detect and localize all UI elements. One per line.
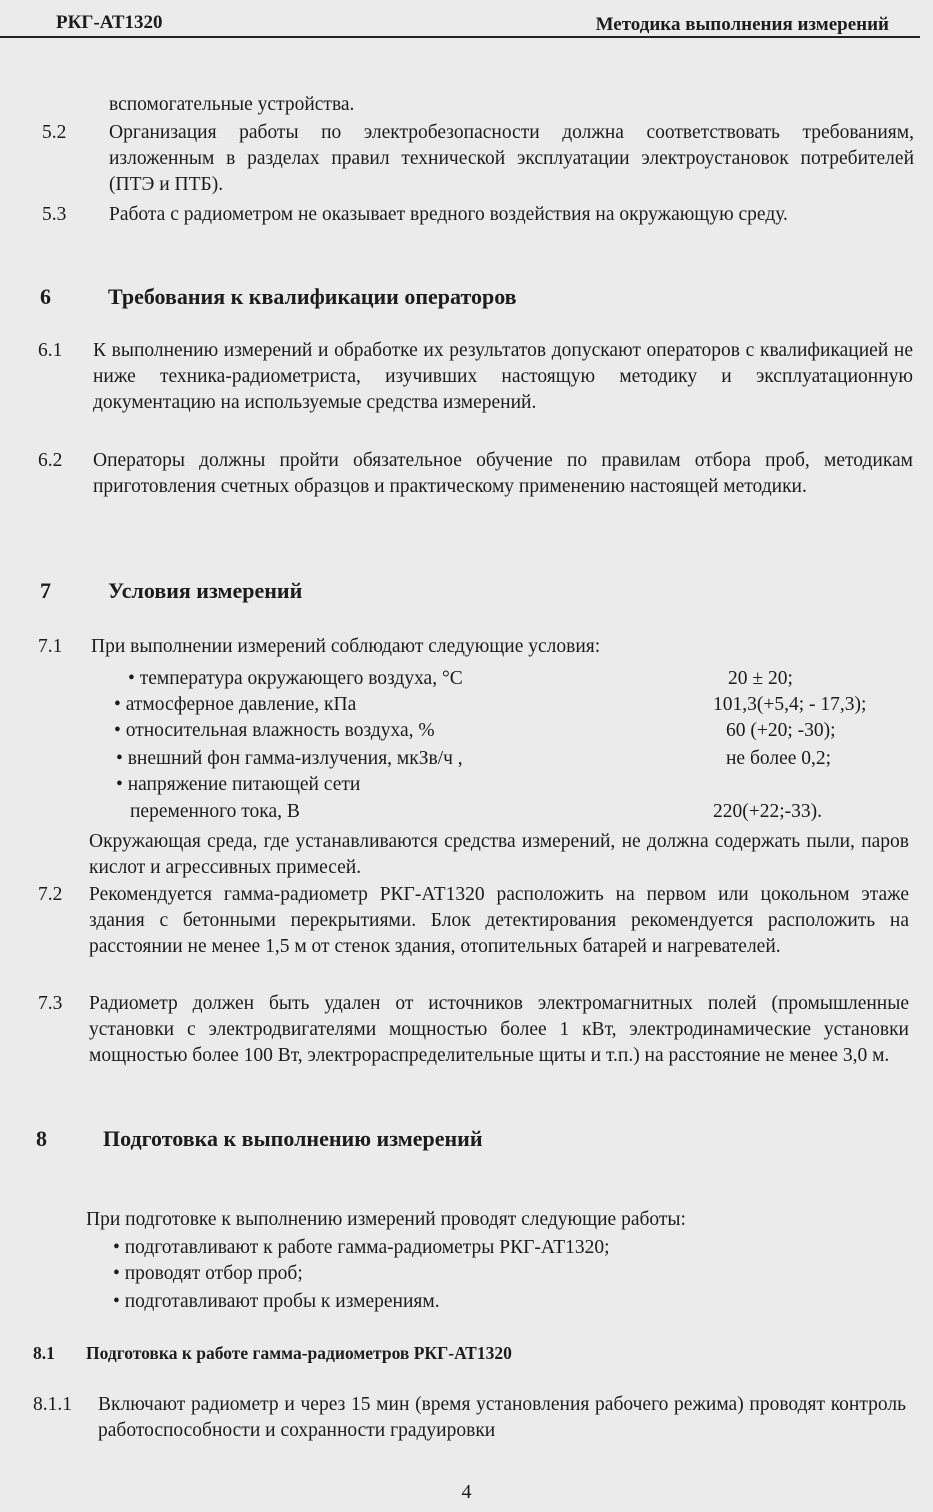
para-7-1-intro: При выполнении измерений соблюдают следующие условия:	[91, 636, 601, 657]
para-6-2-number: 6.2	[38, 450, 63, 471]
condition-label: • напряжение питающей сети	[116, 774, 361, 795]
list-item: • подготавливают к работе гамма-радиометры РКГ-АТ1320;	[113, 1237, 610, 1258]
list-item: • подготавливают пробы к измерениям.	[113, 1291, 440, 1312]
condition-label: • внешний фон гамма-излучения, мкЗв/ч ,	[116, 748, 463, 769]
condition-value: 220(+22;-33).	[713, 801, 823, 822]
para-5-3: Работа с радиометром не оказывает вредного воздействия на окружающую среду.	[109, 204, 788, 225]
condition-label: • температура окружающего воздуха, °С	[128, 668, 463, 689]
section-8-number: 8	[36, 1126, 47, 1151]
list-item: • проводят отбор проб;	[113, 1263, 303, 1284]
para-7-3: Радиометр должен быть удален от источников электромагнитных полей (промышленные установки с электродвигателями мощностью более 1 кВт, электродинамические установки мощностью более 100 Вт, электрораспределительные щиты и т.п.) на расстояние не менее 3,0 м.	[89, 993, 909, 1066]
para-8-1-1-number: 8.1.1	[33, 1394, 72, 1415]
section-6-number: 6	[40, 284, 51, 309]
header-title: Методика выполнения измерений	[595, 14, 889, 35]
para-6-2: Операторы должны пройти обязательное обучение по правилам отбора проб, методикам приготовления счетных образцов и практическому применению настоящей методики.	[93, 450, 913, 497]
subsection-8-1-title: Подготовка к работе гамма-радиометров РКГ-АТ1320	[86, 1343, 512, 1363]
section-6-title: Требования к квалификации операторов	[108, 284, 517, 309]
para-5-1-continuation: вспомогательные устройства.	[109, 94, 355, 115]
para-7-3-number: 7.3	[38, 993, 63, 1014]
subsection-8-1-number: 8.1	[33, 1343, 55, 1363]
para-7-2-number: 7.2	[38, 884, 63, 905]
condition-value: 20 ± 20;	[728, 668, 793, 689]
condition-label: переменного тока, В	[130, 801, 300, 822]
condition-value: 60 (+20; -30);	[726, 720, 836, 741]
section-8-intro: При подготовке к выполнению измерений проводят следующие работы:	[86, 1209, 686, 1230]
condition-value: 101,3(+5,4; - 17,3);	[713, 694, 867, 715]
para-7-2: Рекомендуется гамма-радиометр РКГ-АТ1320 расположить на первом или цокольном этаже здания с бетонными перекрытиями. Блок детектирования рекомендуется расположить на расстоянии не менее 1,5 м от стенок здания, отопительных батарей и нагревателей.	[89, 884, 909, 957]
header-rule	[0, 36, 920, 38]
para-6-1: К выполнению измерений и обработке их результатов допускают операторов с квалификацией не ниже техника-радиометриста, изучивших настоящую методику и эксплуатационную документацию на используемые средства измерений.	[93, 340, 913, 413]
condition-label: • относительная влажность воздуха, %	[114, 720, 435, 741]
para-5-2-number: 5.2	[42, 122, 67, 143]
para-5-2: Организация работы по электробезопасности должна соответствовать требованиям, изложенным в разделах правил технической эксплуатации электроустановок потребителей (ПТЭ и ПТБ).	[109, 122, 914, 195]
condition-label: • атмосферное давление, кПа	[114, 694, 357, 715]
para-5-3-number: 5.3	[42, 204, 67, 225]
para-7-1-environment: Окружающая среда, где устанавливаются средства измерений, не должна содержать пыли, паров кислот и агрессивных примесей.	[89, 831, 909, 878]
condition-value: не более 0,2;	[726, 748, 832, 769]
header-product: РКГ-АТ1320	[56, 12, 163, 33]
para-6-1-number: 6.1	[38, 340, 63, 361]
para-8-1-1: Включают радиометр и через 15 мин (время установления рабочего режима) проводят контроль работоспособности и сохранности градуировки	[98, 1394, 906, 1441]
section-8-title: Подготовка к выполнению измерений	[103, 1126, 483, 1151]
page-number: 4	[461, 1481, 472, 1503]
section-7-number: 7	[40, 578, 51, 603]
para-7-1-number: 7.1	[38, 636, 63, 657]
section-7-title: Условия измерений	[108, 578, 303, 603]
